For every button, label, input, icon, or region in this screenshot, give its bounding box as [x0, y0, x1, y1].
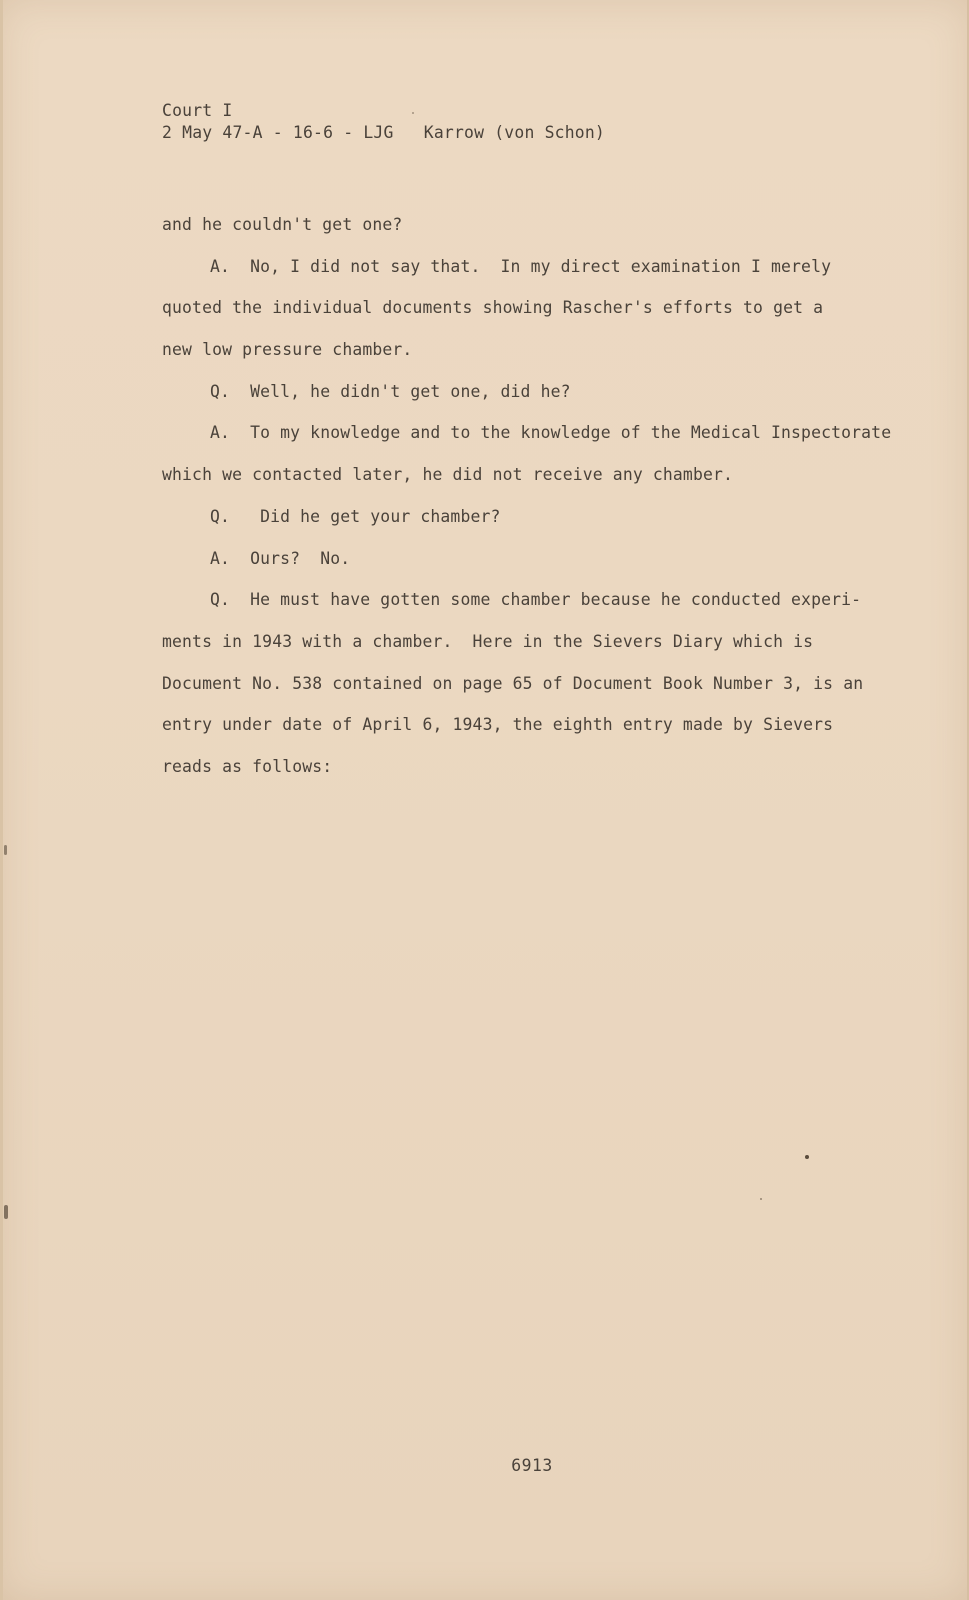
transcript-line: Document No. 538 contained on page 65 of Document Book Number 3, is an [162, 673, 864, 693]
transcript-line: and he couldn't get one? [162, 215, 403, 234]
transcript-line: ments in 1943 with a chamber. Here in the Sievers Diary which is [162, 631, 814, 651]
document-header [162, 100, 605, 144]
paper-speck [805, 1155, 809, 1159]
paper-speck [4, 1205, 8, 1219]
transcript-line: quoted the individual documents showing Rascher's efforts to get a [162, 298, 824, 318]
transcript-line: A. To my knowledge and to the knowledge of the Medical Inspectorate [210, 423, 892, 443]
transcript-line: new low pressure chamber. [162, 340, 413, 360]
transcript-line: reads as follows: [162, 756, 333, 776]
page-number: 6913 [511, 1456, 553, 1475]
transcript-line: entry under date of April 6, 1943, the eighth entry made by Sievers [162, 715, 834, 735]
transcript-line: which we contacted later, he did not receive any chamber. [162, 465, 734, 485]
transcript-line: Q. Well, he didn't get one, did he? [210, 381, 571, 401]
transcript-line: Q. Did he get your chamber? [210, 506, 501, 526]
header-session-info: 2 May 47-A - 16-6 - LJG Karrow (von Schon) [162, 123, 605, 142]
transcript-body [162, 204, 922, 788]
transcript-line: A. No, I did not say that. In my direct examination I merely [210, 256, 832, 276]
paper-speck [4, 845, 7, 855]
transcript-line: Q. He must have gotten some chamber because he conducted experi- [210, 590, 862, 610]
paper-speck [760, 1198, 762, 1200]
paper-speck [412, 112, 414, 114]
transcript-line: A. Ours? No. [210, 548, 351, 568]
header-court: Court I [162, 101, 233, 120]
